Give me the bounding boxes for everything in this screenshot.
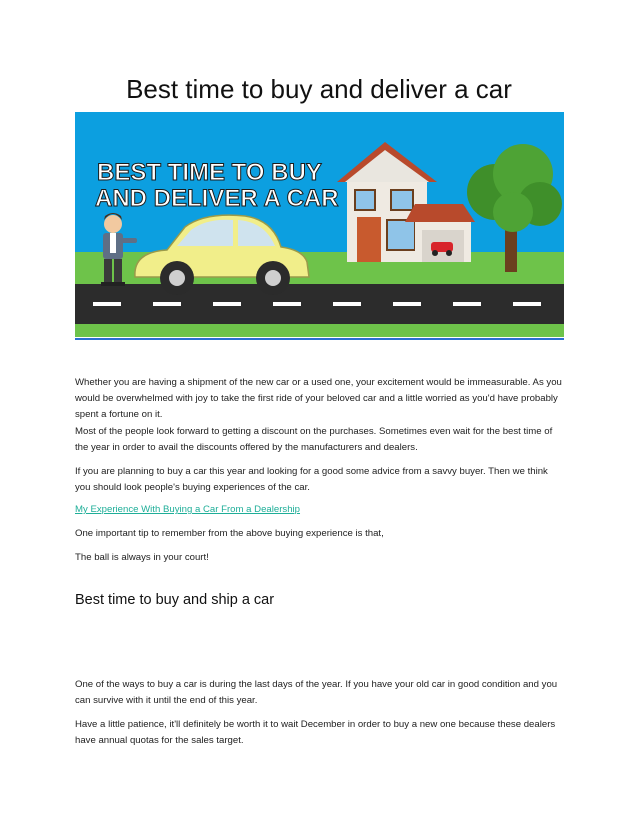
paragraph-end-of-year: One of the ways to buy a car is during the last days of the year. If you have your old car in good condition and you can survive with it until the end of this year. [75, 679, 558, 706]
dealership-experience-link[interactable]: My Experience With Buying a Car From a Dealership [75, 504, 301, 515]
hero-headline-1: BEST TIME TO BUY [97, 159, 322, 186]
paragraph-tip: One important tip to remember from the above buying experience is that, [75, 528, 384, 539]
road [75, 284, 564, 324]
paragraph-ball: The ball is always in your court! [75, 552, 209, 563]
paragraph-discounts: Most of the people look forward to getting a discount on the purchases. Sometimes even wait for the best time of the year in order to avail the discounts offered by the manufacturers and dealers. [75, 426, 553, 453]
hero-headline-2: AND DELIVER A CAR [95, 185, 339, 212]
paragraph-link-wrap [75, 502, 565, 518]
page-title: Best time to buy and deliver a car [126, 74, 512, 104]
hero-illustration [75, 112, 564, 337]
paragraph-intro: Whether you are having a shipment of the new car or a used one, your excitement would be immeasurable. As you would be overwhelmed with joy to take the first ride of your beloved car and a little worried as you'd have probably spent a fortune on it. [75, 377, 562, 420]
paragraph-patience: Have a little patience, it'll definitely be worth it to wait December in order to buy a new one because these dealers have annual quotas for the sales target. [75, 719, 556, 746]
section-heading: Best time to buy and ship a car [75, 592, 275, 608]
paragraph-advice: If you are planning to buy a car this year and looking for a good some advice from a savvy buyer. Then we think you should look people's buying experiences of the car. [75, 466, 548, 493]
hero-divider [75, 338, 564, 340]
